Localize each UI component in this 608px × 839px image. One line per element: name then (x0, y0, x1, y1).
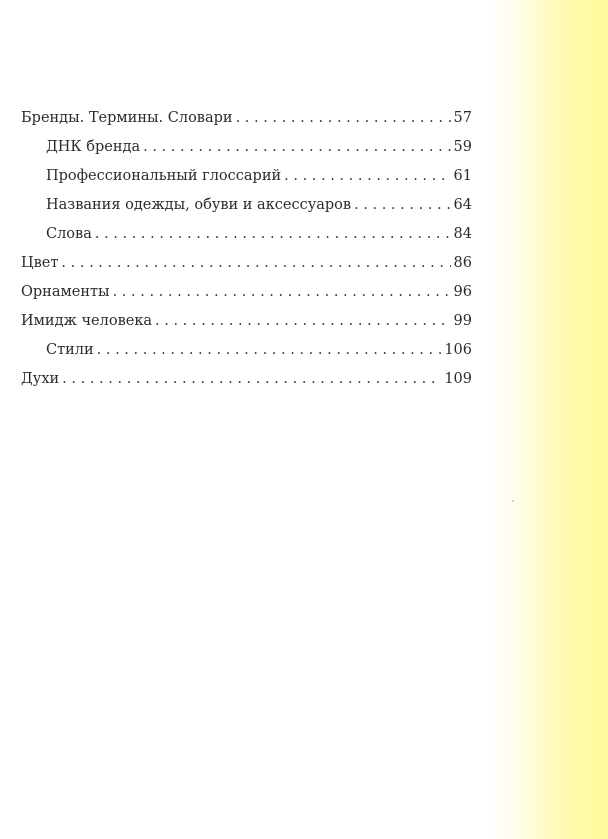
toc-entry-brands (21, 106, 472, 130)
toc-entry-page: 64 (453, 197, 472, 213)
dot-leader (97, 338, 442, 362)
toc-entry-title: Названия одежды, обуви и аксессуаров (46, 197, 352, 213)
toc-entry-title: Слова (46, 226, 92, 242)
toc-entry-words (46, 222, 472, 246)
dot-leader (155, 309, 451, 333)
toc-entry-page: 86 (453, 255, 472, 271)
dot-leader (143, 135, 450, 159)
toc-entry-title: Имидж человека (21, 313, 153, 329)
toc-entry-image (21, 309, 472, 333)
toc-entry-clothing-names (46, 193, 472, 217)
toc-entry-title: Цвет (21, 255, 59, 271)
dot-leader (284, 164, 450, 188)
toc-entry-styles (46, 338, 472, 362)
toc-entry-page: 99 (453, 313, 472, 329)
toc-entry-title: Профессиональный глоссарий (46, 168, 282, 184)
dot-leader (236, 106, 451, 130)
dot-leader (61, 251, 450, 275)
toc-entry-page: 59 (453, 139, 472, 155)
toc-entry-page: 96 (453, 284, 472, 300)
toc-entry-title: Стили (46, 342, 94, 358)
paper-speck (512, 500, 514, 502)
toc-entry-page: 61 (453, 168, 472, 184)
toc-entry-page: 84 (453, 226, 472, 242)
toc-entry-title: Бренды. Термины. Словари (21, 110, 233, 126)
toc-entry-title: Орнаменты (21, 284, 110, 300)
toc-entry-page: 57 (453, 110, 472, 126)
toc-entry-title: Духи (21, 371, 60, 387)
dot-leader (354, 193, 450, 217)
toc-entry-perfume (21, 367, 472, 391)
toc-entry-glossary (46, 164, 472, 188)
dot-leader (62, 367, 441, 391)
toc-entry-page: 106 (444, 342, 472, 358)
toc-entry-brand-dna (46, 135, 472, 159)
dot-leader (95, 222, 451, 246)
toc-entry-color (21, 251, 472, 275)
dot-leader (113, 280, 451, 304)
toc-entry-ornaments (21, 280, 472, 304)
toc-entry-title: ДНК бренда (46, 139, 141, 155)
toc-entry-page: 109 (444, 371, 472, 387)
